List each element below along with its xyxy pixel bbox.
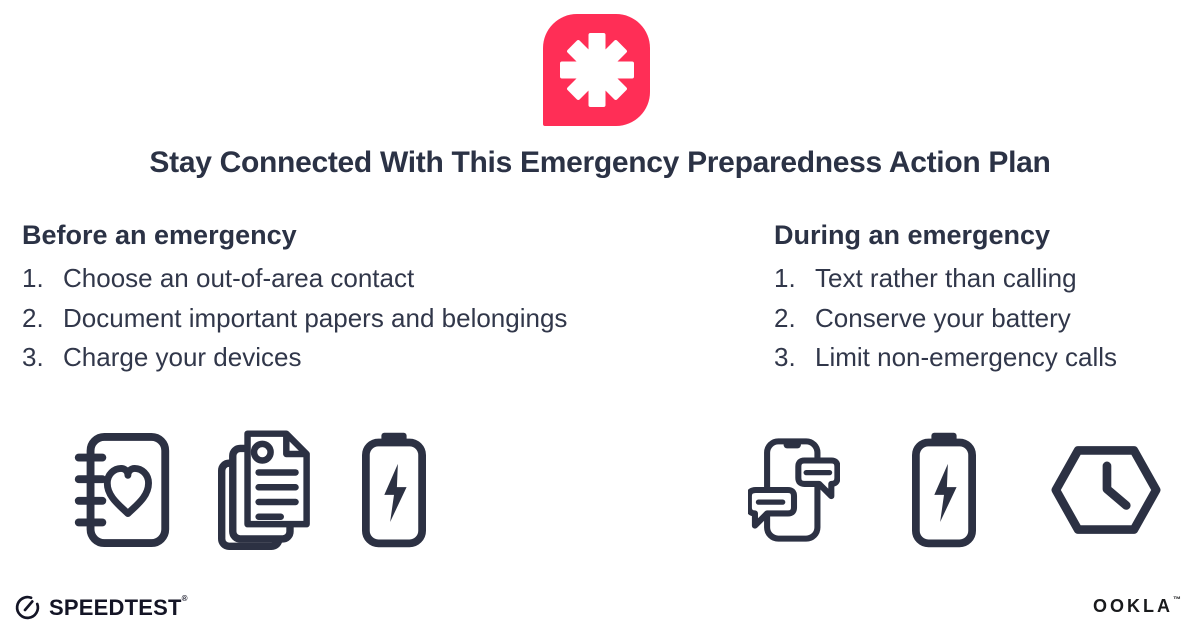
- list-marker: 3.: [22, 342, 44, 372]
- battery-charge-icon: [362, 432, 426, 548]
- list-marker: 1.: [22, 263, 44, 293]
- ookla-wordmark: OOKLA™: [1093, 595, 1184, 616]
- list-marker: 1.: [774, 263, 796, 293]
- battery-charge-icon: [912, 432, 976, 548]
- contacts-notebook-icon: [74, 433, 170, 547]
- important-documents-icon: [218, 429, 314, 551]
- list-marker: 2.: [774, 302, 796, 333]
- list-item-text: Document important papers and belongings: [63, 302, 568, 333]
- before-emergency-icons: [74, 424, 426, 556]
- before-emergency-heading: Before an emergency: [22, 220, 297, 250]
- page-title: Stay Connected With This Emergency Preparedness Action Plan: [149, 146, 1051, 179]
- during-emergency-heading: During an emergency: [774, 220, 1051, 250]
- list-item-text: Choose an out-of-area contact: [63, 263, 415, 293]
- list-item: [22, 299, 732, 339]
- list-item: [774, 338, 1194, 378]
- before-emergency-column: [22, 219, 732, 378]
- during-emergency-column: [774, 219, 1194, 378]
- list-item: [22, 259, 732, 299]
- trademark-mark: ™: [1173, 595, 1184, 604]
- phone-text-messages-icon: [748, 431, 840, 549]
- speedtest-wordmark: SPEEDTEST®: [49, 594, 188, 620]
- list-item-text: Conserve your battery: [815, 302, 1071, 333]
- speedtest-gauge-icon: [14, 594, 41, 621]
- list-item: [774, 259, 1194, 299]
- asterisk-badge: [543, 14, 650, 126]
- ookla-logo: [1093, 595, 1184, 617]
- list-item: [22, 338, 732, 378]
- speedtest-logo: [14, 594, 188, 621]
- list-item-text: Charge your devices: [63, 342, 302, 372]
- list-item: [774, 299, 1194, 339]
- list-item-text: Text rather than calling: [815, 263, 1077, 293]
- list-item-text: Limit non-emergency calls: [815, 342, 1118, 372]
- registered-mark: ®: [181, 594, 188, 603]
- asterisk-icon: [560, 33, 634, 107]
- list-marker: 3.: [774, 342, 796, 372]
- clock-hexagon-icon: [1048, 436, 1164, 544]
- during-emergency-icons: [748, 424, 1164, 556]
- list-marker: 2.: [22, 302, 44, 333]
